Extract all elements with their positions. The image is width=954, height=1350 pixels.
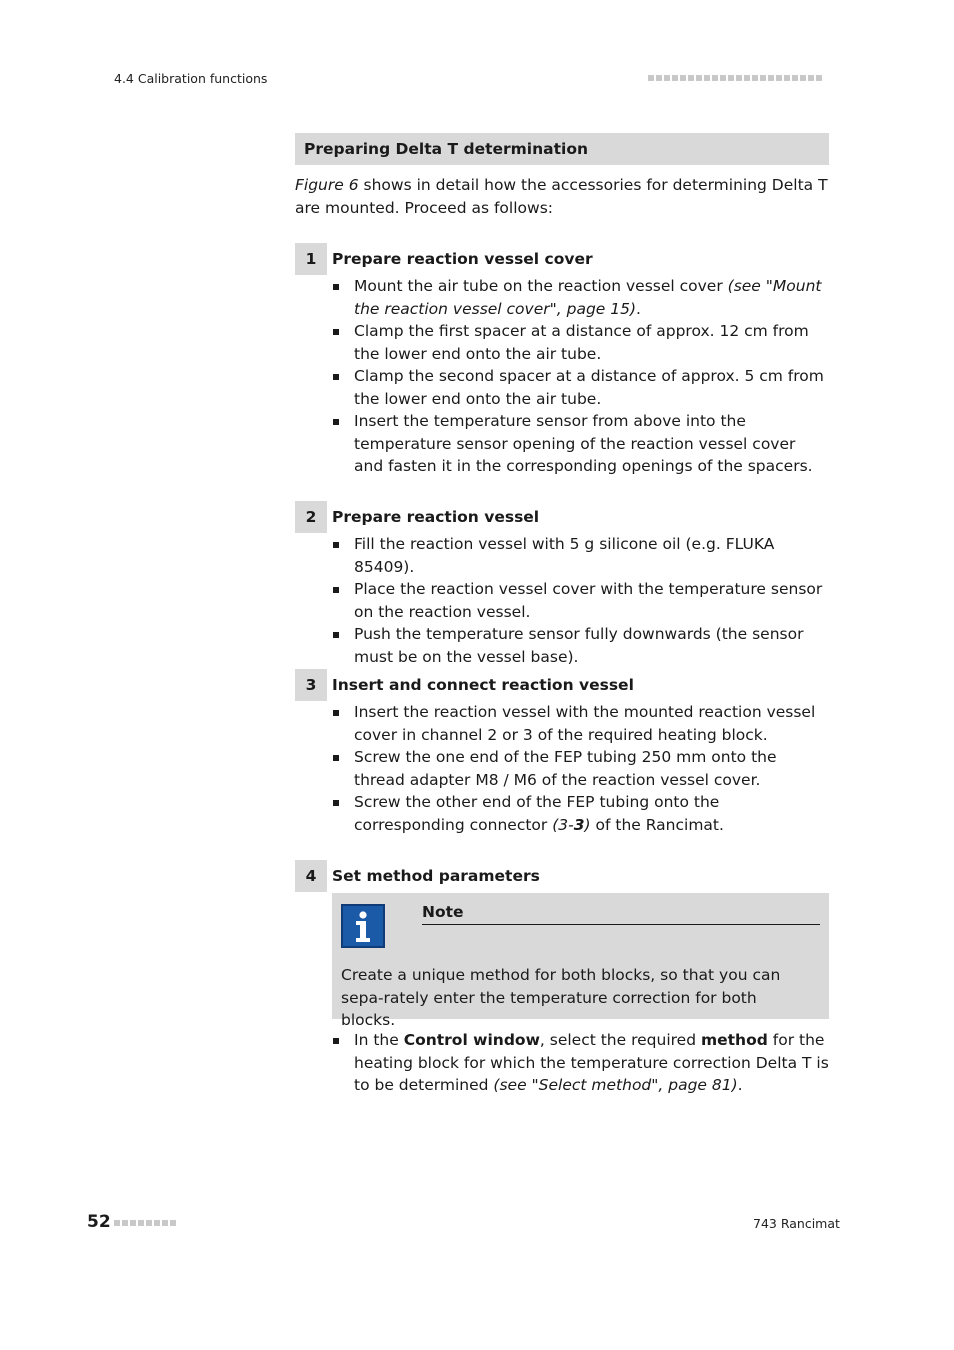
step-title: Prepare reaction vessel	[332, 508, 540, 526]
header-decoration	[648, 75, 822, 81]
step-title: Set method parameters	[332, 867, 540, 885]
note-text: Create a unique method for both blocks, so that you can sepa-rately enter the temperature correction for both blocks.	[341, 966, 781, 1029]
list-item: Push the temperature sensor fully downwards (the sensor must be on the vessel base).	[332, 623, 829, 668]
list-item: Mount the air tube on the reaction vessel cover (see "Mount the reaction vessel cover", page 15).	[332, 275, 829, 320]
page-number: 52	[87, 1212, 111, 1232]
product-name: 743 Rancimat	[753, 1216, 840, 1231]
intro-text: shows in detail how the accessories for determining Delta T are mounted. Proceed as follows:	[295, 176, 828, 217]
intro-paragraph	[295, 174, 829, 219]
list-item: In the Control window, select the required method for the heating block for which the temperature correction Delta T is to be determined (see "Select method", page 81).	[332, 1029, 829, 1097]
step-number: 3	[295, 669, 327, 701]
step-3-list	[332, 701, 829, 836]
step-number: 4	[295, 860, 327, 892]
note-label: Note	[422, 903, 464, 921]
info-icon	[341, 904, 385, 948]
list-item: Clamp the first spacer at a distance of approx. 12 cm from the lower end onto the air tube.	[332, 320, 829, 365]
step-title: Insert and connect reaction vessel	[332, 676, 634, 694]
footer-decoration	[114, 1220, 176, 1226]
step-number: 2	[295, 501, 327, 533]
step-4-list	[332, 1029, 829, 1097]
step-number: 1	[295, 243, 327, 275]
list-item: Insert the temperature sensor from above into the temperature sensor opening of the reaction vessel cover and fasten it in the corresponding openings of the spacers.	[332, 410, 829, 478]
cross-reference[interactable]: (see "Mount the reaction vessel cover", page 15)	[354, 277, 822, 318]
ui-term-control-window: Control window	[403, 1031, 540, 1049]
list-item: Insert the reaction vessel with the mounted reaction vessel cover in channel 2 or 3 of the required heating block.	[332, 701, 829, 746]
list-item: Screw the other end of the FEP tubing onto the corresponding connector (3-3) of the Rancimat.	[332, 791, 829, 836]
running-header: 4.4 Calibration functions	[114, 71, 268, 86]
note-divider	[422, 924, 820, 925]
list-item: Fill the reaction vessel with 5 g silicone oil (e.g. FLUKA 85409).	[332, 533, 829, 578]
list-item: Screw the one end of the FEP tubing 250 mm onto the thread adapter M8 / M6 of the reaction vessel cover.	[332, 746, 829, 791]
ui-term-method: method	[700, 1031, 768, 1049]
connector-reference[interactable]: (3-3)	[552, 815, 591, 834]
step-2-list	[332, 533, 829, 668]
note-box	[332, 893, 829, 1029]
figure-reference[interactable]: Figure 6	[295, 176, 359, 194]
step-title: Prepare reaction vessel cover	[332, 250, 593, 268]
step-1-list	[332, 275, 829, 478]
list-item: Place the reaction vessel cover with the temperature sensor on the reaction vessel.	[332, 578, 829, 623]
cross-reference[interactable]: (see "Select method", page 81)	[493, 1076, 738, 1094]
list-item: Clamp the second spacer at a distance of approx. 5 cm from the lower end onto the air tube.	[332, 365, 829, 410]
section-title: Preparing Delta T determination	[295, 133, 829, 165]
